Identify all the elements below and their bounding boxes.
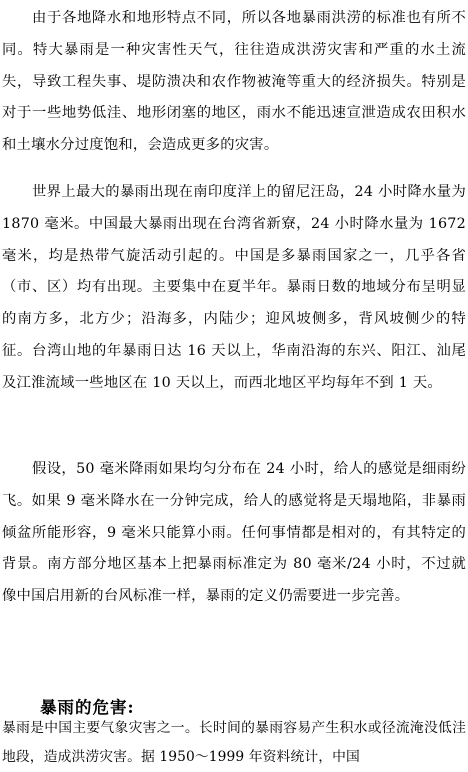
section-heading-rainstorm-hazards: 暴雨的危害: xyxy=(40,698,135,717)
paragraph-rainstorm-hazards: 暴雨是中国主要气象灾害之一。长时间的暴雨容易产生积水或径流淹没低洼地段，造成洪涝灾害。据 1950～1999 年资料统计，中国 xyxy=(2,720,466,765)
paragraph-relative-intensity: 假设，50 毫米降雨如果均匀分布在 24 小时，给人的感觉是细雨纷飞。如果 9 毫米降水在一分钟完成，给人的感觉将是天塌地陷，非暴雨倾盆所能形容，9 毫米只能算小雨。任何事情都是相对的，有其特定的背景。南方部分地区基本上把暴雨标准定为 80 毫米/24 小时，不过就像中国启用新的台风标准一样，暴雨的定义仍需要进一步完善。 xyxy=(2,461,466,605)
paragraph-record-rainfall: 世界上最大的暴雨出现在南印度洋上的留尼汪岛，24 小时降水量为 1870 毫米。中国最大暴雨出现在台湾省新寮，24 小时降水量为 1672 毫米，均是热带气旋活动引起的。中国是多暴雨国家之一，几乎各省（市、区）均有出现。主要集中在夏半年。暴雨日数的地域分布呈明显的南方多，北方少；沿海多，内陆少；迎风坡侧多，背风坡侧少的特征。台湾山地的年暴雨日达 16 天以上，华南沿海的东兴、阳江、汕尾及江淮流域一些地区在 10 天以上，而西北地区平均每年不到 1 天。 xyxy=(2,184,466,391)
paragraph-rainstorm-standards: 由于各地降水和地形特点不同，所以各地暴雨洪涝的标准也有所不同。特大暴雨是一种灾害性天气，往往造成洪涝灾害和严重的水土流失，导致工程失事、堤防溃决和农作物被淹等重大的经济损失。特别是对于一些地势低洼、地形闭塞的地区，雨水不能迅速宣泄造成农田积水和土壤水分过度饱和，会造成更多的灾害。 xyxy=(2,10,466,154)
